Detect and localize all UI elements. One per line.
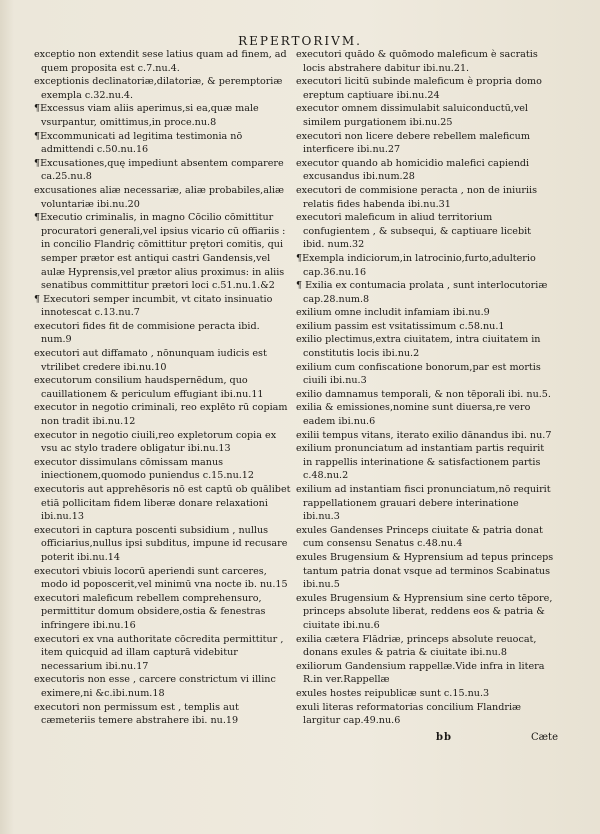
page-footer: [296, 732, 558, 743]
left-column: [34, 48, 292, 728]
index-entry: exilium passim est vsitatissimum c.58.nu.1: [296, 320, 505, 332]
index-entry: ¶Executio criminalis, in magno Cōcilio cōmittitur procuratori generali,vel ipsius vicario cū offiariis : in concilio Flandriç cōmittitur prętori comitis, qui semper prætor est antiqui castri Gandensis,vel aulæ Hyprensis,vel prætor alius proximus: in aliis senatibus committitur prætori loci c.51.nu.1.&2: [34, 212, 286, 292]
index-entry: executor omnem dissimulabit saluiconductū,vel similem purgationem ibi.nu.25: [296, 103, 528, 128]
index-entry: exilio plectimus,extra ciuitatem, intra ciuitatem in constitutis locis ibi.nu.2: [296, 334, 541, 360]
index-entry: ¶ Exilia ex contumacia prolata , sunt interlocutoriæ cap.28.num.8: [296, 280, 548, 305]
index-entry: exilio damnamus temporali, & non tēporali ibi. nu.5.: [296, 388, 551, 400]
index-entry: executori fides fit de commisione peracta ibid. num.9: [34, 320, 260, 346]
index-entry: executori in captura poscenti subsidium , nullus officiarius,nullus ipsi subditus, impune id recusare poterit ibi.nu.14: [34, 524, 288, 563]
index-entry: exilii tempus vitans, iterato exilio dānandus ibi. nu.7: [296, 429, 552, 441]
index-entry: executoris non esse , carcere constrictum vi illinc eximere,ni &c.ibi.num.18: [34, 674, 276, 699]
index-entry: excusationes aliæ necessariæ, aliæ probabiles,aliæ voluntariæ ibi.nu.20: [34, 184, 285, 210]
index-entry: executori de commisione peracta , non de iniuriis relatis fides habenda ibi.nu.31: [296, 184, 538, 210]
index-entry: exiliorum Gandensium rappellæ.Vide infra in litera R.in ver.Rappellæ: [296, 660, 545, 686]
index-entry: executoris aut apprehēsoris nō est captū ob quālibet etiā pollicitam fidem liberæ donare relaxationi ibi.nu.13: [34, 484, 291, 523]
index-entry: executori non licere debere rebellem maleficum interficere ibi.nu.27: [296, 130, 530, 156]
index-entry: executori licitū subinde maleficum è propria domo ereptum captiuare ibi.nu.24: [296, 76, 542, 101]
index-entry: executor quando ab homicidio malefici capiendi excusandus ibi.num.28: [296, 157, 530, 183]
index-entry: executori vbiuis locorū aperiendi sunt carceres, modo id poposcerit,vel minimū vna nocte ib. nu.15: [34, 565, 288, 591]
index-entry: executor in negotio ciuili,reo expletorum copia ex vsu ac stylo tradere obligatur ibi.nu.13: [34, 429, 277, 455]
index-entry: exceptio non extendit sese latius quam ad finem, ad quem proposita est c.7.nu.4.: [34, 49, 287, 74]
index-entry: executori maleficum in aliud territorium confugientem , & subsequi, & captiuare licebit ibid. num.32: [296, 212, 532, 251]
index-entry: executor dissimulans cōmissam manus iniectionem,quomodo puniendus c.15.nu.12: [34, 456, 255, 482]
index-entry: exilia & emissiones,nomine sunt diuersa,re vero eadem ibi.nu.6: [296, 402, 531, 428]
right-column: [296, 48, 554, 728]
index-entry: exuli literas reformatorias concilium Flandriæ largitur cap.49.nu.6: [296, 701, 522, 727]
index-entry: executori ex vna authoritate cōcredita permittitur , item quicquid ad illam capturā videbitur necessarium ibi.nu.17: [34, 633, 284, 672]
index-entry: exilia cætera Flādriæ, princeps absolute reuocat, donans exules & patria & ciuitate ibi.nu.8: [296, 633, 537, 659]
index-entry: executorum consilium haudspernēdum, quo cauillationem & periculum effugiant ibi.nu.11: [34, 375, 264, 400]
index-entry: exilium ad instantiam fisci pronunciatum,nō requirit rappellationem grauari debere interinatione ibi.nu.3: [296, 484, 551, 523]
index-entry: exules Brugensium & Hyprensium ad tepus princeps tantum patria donat vsque ad terminos Scabinatus ibi.nu.5: [296, 551, 554, 591]
index-entry: executori aut diffamato , nōnunquam iudicis est vtrilibet credere ibi.nu.10: [34, 348, 267, 373]
index-entry: exilium omne includit infamiam ibi.nu.9: [296, 307, 490, 319]
index-entry: exules hostes reipublicæ sunt c.15.nu.3: [296, 687, 490, 699]
index-entry: exules Gandenses Princeps ciuitate & patria donat cum consensu Senatus c.48.nu.4: [296, 524, 543, 550]
catchword: Cæte: [531, 732, 558, 743]
index-entry: executori quādo & quōmodo maleficum è sacratis locis abstrahere dabitur ibi.nu.21.: [296, 49, 538, 74]
index-entry: ¶Excommunicati ad legitima testimonia nō admittendi c.50.nu.16: [34, 130, 243, 156]
index-entry: ¶ Executori semper incumbit, vt citato insinuatio innotescat c.13.nu.7: [34, 293, 273, 319]
index-entry: executori maleficum rebellem comprehensuro, permittitur domum obsidere,ostia & fenestras infringere ibi.nu.16: [34, 592, 266, 631]
index-entry: executori non permissum est , templis aut cæmeteriis temere abstrahere ibi. nu.19: [34, 701, 239, 727]
index-entry: exilium pronunciatum ad instantiam partis requirit in rappellis interinatione & satisfactionem partis c.48.nu.2: [296, 443, 545, 482]
index-entry: executor in negotio criminali, reo explēto rū copiam non tradit ibi.nu.12: [34, 402, 288, 428]
index-entry: ¶Excusationes,quę impediunt absentem comparere ca.25.nu.8: [34, 157, 284, 183]
index-entry: ¶Excessus viam aliis aperimus,si ea,quæ male vsurpantur, omittimus,in proce.nu.8: [34, 103, 259, 128]
page-header: REPERTORIVM.: [238, 34, 362, 48]
index-entry: exilium cum confiscatione bonorum,par est mortis ciuili ibi.nu.3: [296, 361, 541, 387]
index-entry: exules Brugensium & Hyprensium sine certo tēpore, princeps absolute liberat, reddens eos & patria & ciuitate ibi.nu.6: [296, 592, 553, 631]
signature-mark: bb: [436, 732, 452, 743]
index-entry: exceptionis declinatoriæ,dilatoriæ, & peremptoriæ exempla c.32.nu.4.: [34, 76, 283, 101]
index-entry: ¶Exempla indiciorum,in latrocinio,furto,adulterio cap.36.nu.16: [296, 252, 536, 278]
